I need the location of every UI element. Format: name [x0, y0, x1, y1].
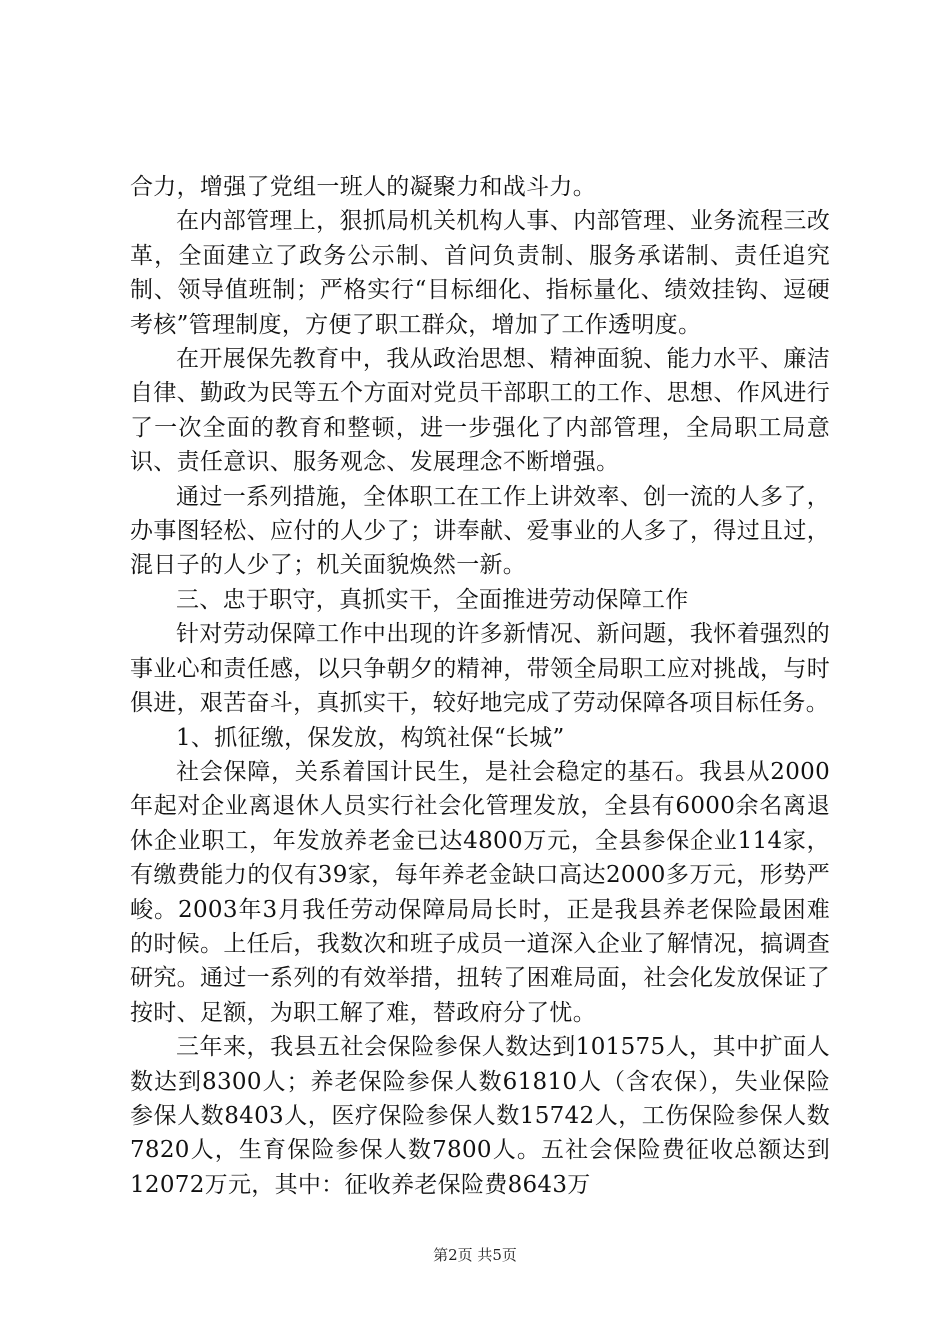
document-body — [130, 170, 830, 1202]
paragraph-6: 社会保障，关系着国计民生，是社会稳定的基石。我县从2000年起对企业离退休人员实行社会化管理发放，全县有6000余名离退休企业职工，年发放养老金已达4800万元，全县参保企业114家，有缴费能力的仅有39家，每年养老金缺口高达2000多万元，形势严峻。2003年3月我任劳动保障局局长时，正是我县养老保险最困难的时候。上任后，我数次和班子成员一道深入企业了解情况，搞调查研究。通过一系列的有效举措，扭转了困难局面，社会化发放保证了按时、足额，为职工解了难，替政府分了忧。 — [130, 758, 830, 1026]
subsection-heading-1: 1、抓征缴，保发放，构筑社保“长城” — [176, 724, 565, 751]
paragraph-7: 三年来，我县五社会保险参保人数达到101575人，其中扩面人数达到8300人；养老保险参保人数61810人（含农保），失业保险参保人数8403人，医疗保险参保人数15742人，工伤保险参保人数7820人，生育保险参保人数7800人。五社会保险费征收总额达到12072万元，其中：征收养老保险费8643万 — [130, 1034, 830, 1198]
page-number-footer: 第2页 共5页 — [433, 1246, 517, 1264]
paragraph-4: 通过一系列措施，全体职工在工作上讲效率、创一流的人多了，办事图轻松、应付的人少了；讲奉献、爱事业的人多了，得过且过，混日子的人少了；机关面貌焕然一新。 — [130, 483, 830, 579]
paragraph-5: 针对劳动保障工作中出现的许多新情况、新问题，我怀着强烈的事业心和责任感，以只争朝夕的精神，带领全局职工应对挑战，与时俱进，艰苦奋斗，真抓实干，较好地完成了劳动保障各项目标任务。 — [130, 621, 830, 717]
paragraph-3: 在开展保先教育中，我从政治思想、精神面貌、能力水平、廉洁自律、勤政为民等五个方面对党员干部职工的工作、思想、作风进行了一次全面的教育和整顿，进一步强化了内部管理，全局职工局意识、责任意识、服务观念、发展理念不断增强。 — [130, 346, 830, 476]
paragraph-2: 在内部管理上，狠抓局机关机构人事、内部管理、业务流程三改革，全面建立了政务公示制、首问负责制、服务承诺制、责任追究制、领导值班制；严格实行“目标细化、指标量化、绩效挂钩、逗硬考核”管理制度，方便了职工群众，增加了工作透明度。 — [130, 208, 830, 338]
section-heading-3: 三、忠于职守，真抓实干，全面推进劳动保障工作 — [176, 586, 689, 613]
paragraph-1: 合力，增强了党组一班人的凝聚力和战斗力。 — [130, 174, 596, 200]
